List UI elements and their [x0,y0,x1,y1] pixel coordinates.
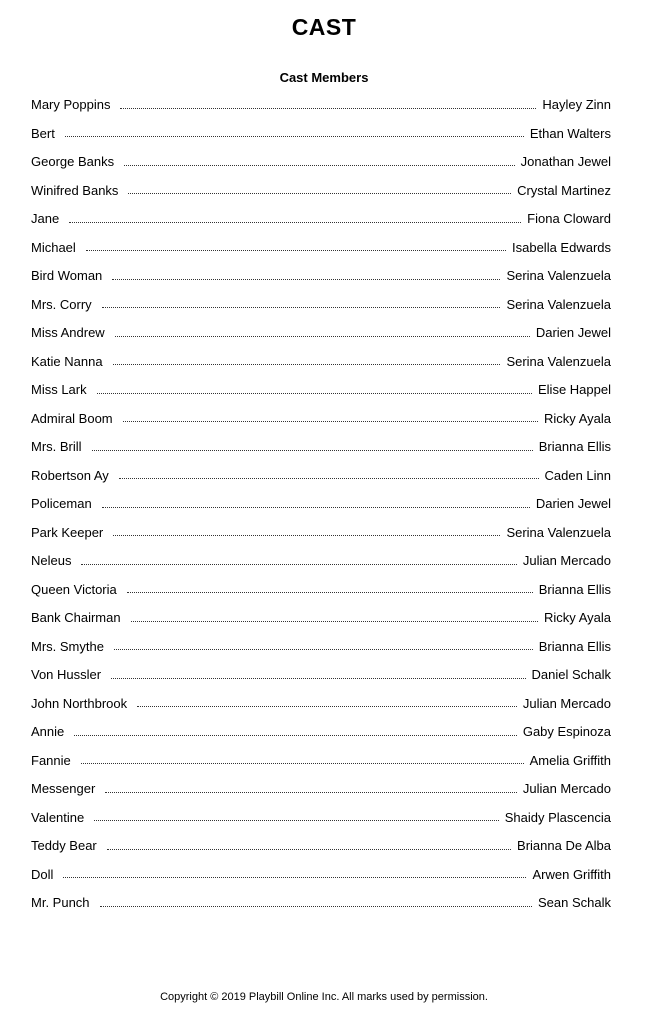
role-name: Teddy Bear [31,838,97,854]
cast-row [31,462,611,491]
actor-name: Crystal Martinez [517,182,611,198]
actor-name: Darien Jewel [535,325,611,341]
actor-name: Julian Mercado [522,695,611,711]
actor-name: Serina Valenzuela [506,353,611,369]
actor-name: Hayley Zinn [542,97,611,113]
actor-name: Daniel Schalk [531,667,611,683]
dotted-leader [97,393,532,394]
cast-row [31,205,611,234]
actor-name: Elise Happel [538,382,611,398]
role-name: Katie Nanna [31,353,103,369]
role-name: Mrs. Smythe [31,638,104,654]
role-name: George Banks [31,154,115,170]
actor-name: Ricky Ayala [544,410,611,426]
cast-row [31,804,611,833]
actor-name: Ethan Walters [529,125,611,141]
actor-name: Fiona Cloward [527,211,611,227]
dotted-leader [86,250,506,251]
actor-name: Jonathan Jewel [520,154,611,170]
cast-row [31,291,611,320]
role-name: Miss Lark [31,382,87,398]
role-name: Bert [31,125,55,141]
cast-row [31,120,611,149]
actor-name: Darien Jewel [535,496,611,512]
role-name: Fannie [31,752,71,768]
role-name: Jane [31,211,60,227]
dotted-leader [107,849,511,850]
cast-row [31,547,611,576]
dotted-leader [113,364,501,365]
cast-row [31,661,611,690]
cast-row [31,690,611,719]
actor-name: Serina Valenzuela [506,524,611,540]
cast-row [31,519,611,548]
cast-row [31,861,611,890]
role-name: Miss Andrew [31,325,105,341]
role-name: Neleus [31,553,72,569]
cast-row [31,234,611,263]
dotted-leader [114,649,533,650]
role-name: Admiral Boom [31,410,113,426]
role-name: Park Keeper [31,524,104,540]
dotted-leader [81,763,524,764]
page-title: CAST [291,14,357,40]
role-name: Mary Poppins [31,97,111,113]
actor-name: Serina Valenzuela [506,296,611,312]
cast-row [31,91,611,120]
actor-name: Amelia Griffith [529,752,611,768]
actor-name: Brianna Ellis [538,638,611,654]
cast-row [31,576,611,605]
actor-name: Ricky Ayala [544,610,611,626]
actor-name: Julian Mercado [522,781,611,797]
role-name: Bird Woman [31,268,103,284]
dotted-leader [100,906,532,907]
role-name: Michael [31,239,76,255]
cast-row [31,604,611,633]
dotted-leader [128,193,511,194]
role-name: Robertson Ay [31,467,109,483]
dotted-leader [127,592,533,593]
cast-row [31,262,611,291]
cast-row [31,747,611,776]
copyright-notice: Copyright © 2019 Playbill Online Inc. All marks used by permission. [160,991,488,1003]
dotted-leader [74,735,517,736]
actor-name: Shaidy Plascencia [504,809,611,825]
dotted-leader [131,621,538,622]
dotted-leader [105,792,517,793]
role-name: Von Hussler [31,667,102,683]
dotted-leader [112,279,500,280]
dotted-leader [124,165,515,166]
actor-name: Brianna Ellis [538,439,611,455]
cast-row [31,148,611,177]
cast-row [31,376,611,405]
dotted-leader [63,877,526,878]
role-name: Mrs. Corry [31,296,92,312]
role-name: Doll [31,866,54,882]
role-name: Annie [31,724,65,740]
actor-name: Sean Schalk [538,895,611,911]
actor-name: Brianna Ellis [538,581,611,597]
dotted-leader [81,564,516,565]
dotted-leader [92,450,533,451]
dotted-leader [115,336,530,337]
cast-row [31,832,611,861]
dotted-leader [111,678,525,679]
role-name: Messenger [31,781,96,797]
dotted-leader [94,820,499,821]
cast-list [31,91,611,918]
role-name: Valentine [31,809,85,825]
dotted-leader [69,222,521,223]
cast-row [31,433,611,462]
actor-name: Arwen Griffith [532,866,611,882]
role-name: Winifred Banks [31,182,119,198]
dotted-leader [119,478,539,479]
role-name: Policeman [31,496,92,512]
actor-name: Julian Mercado [522,553,611,569]
dotted-leader [137,706,517,707]
actor-name: Caden Linn [544,467,611,483]
dotted-leader [120,108,536,109]
actor-name: Gaby Espinoza [522,724,611,740]
cast-row [31,348,611,377]
cast-row [31,319,611,348]
actor-name: Serina Valenzuela [506,268,611,284]
actor-name: Brianna De Alba [517,838,611,854]
cast-row [31,633,611,662]
cast-row [31,405,611,434]
cast-row [31,177,611,206]
dotted-leader [102,507,530,508]
section-heading: Cast Members [279,70,369,85]
role-name: John Northbrook [31,695,128,711]
role-name: Queen Victoria [31,581,117,597]
role-name: Mrs. Brill [31,439,82,455]
cast-row [31,490,611,519]
dotted-leader [102,307,501,308]
dotted-leader [123,421,538,422]
cast-row [31,718,611,747]
actor-name: Isabella Edwards [512,239,611,255]
cast-row [31,775,611,804]
dotted-leader [113,535,500,536]
role-name: Mr. Punch [31,895,90,911]
cast-row [31,889,611,918]
dotted-leader [65,136,524,137]
role-name: Bank Chairman [31,610,121,626]
